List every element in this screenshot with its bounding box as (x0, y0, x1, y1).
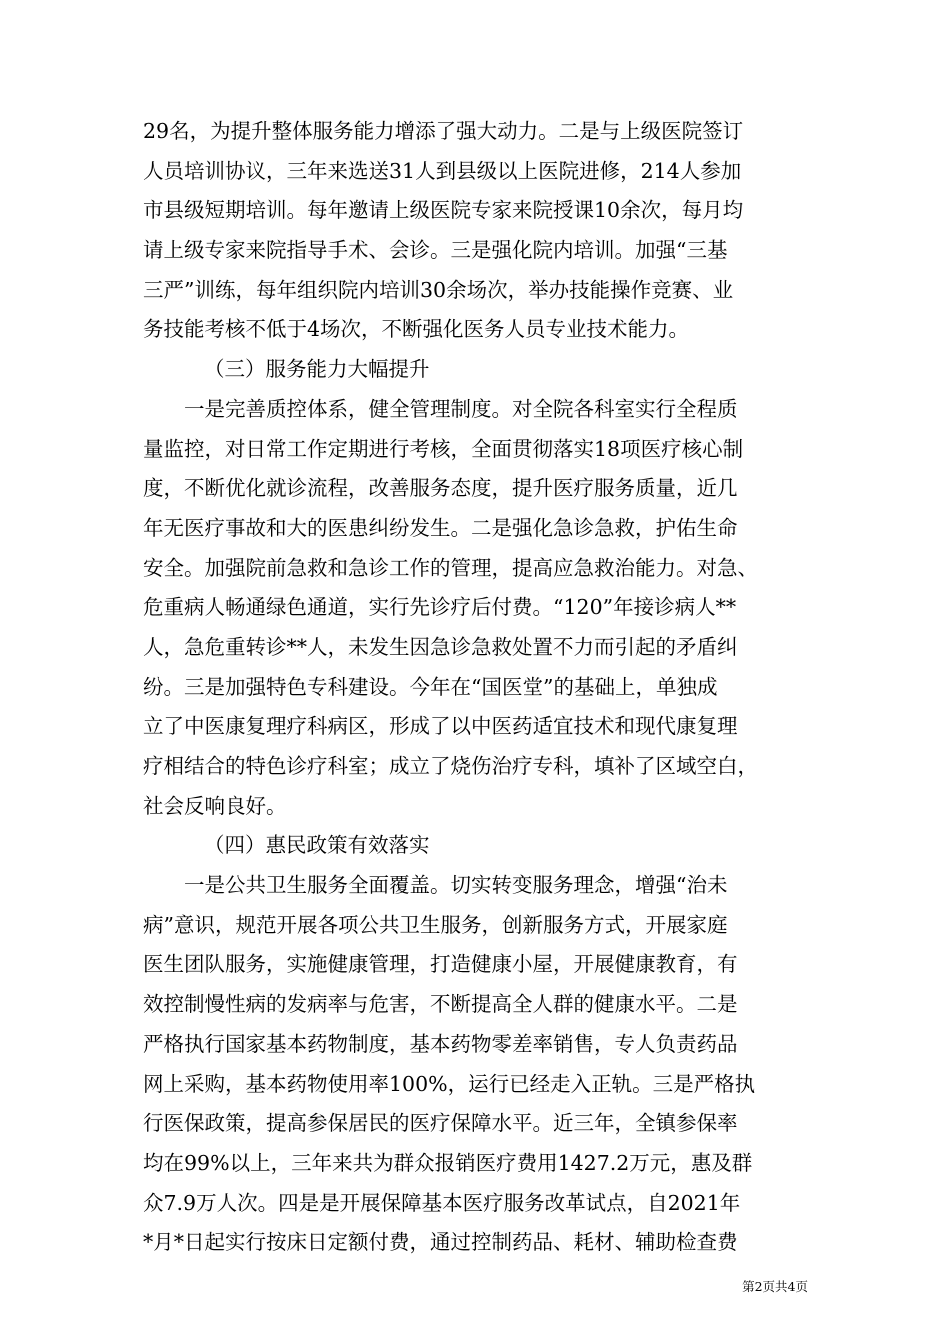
heading-line: （四）惠民政策有效落实 (204, 833, 430, 858)
text-line: 安全。加强院前急救和急诊工作的管理，提高应急救治能力。对急、 (143, 555, 758, 580)
text-line: 市县级短期培训。每年邀请上级医院专家来院授课10余次，每月均 (143, 198, 744, 223)
text-line: 社会反响良好。 (143, 793, 287, 818)
text-line: 网上采购，基本药物使用率100%，运行已经走入正轨。三是严格执 (143, 1071, 756, 1096)
text-line: 量监控，对日常工作定期进行考核，全面贯彻落实18项医疗核心制 (143, 436, 744, 461)
text-line: 一是完善质控体系，健全管理制度。对全院各科室实行全程质 (184, 396, 738, 421)
page-number-footer: 第2页共4页 (742, 1279, 808, 1294)
text-line: 三严”训练，每年组织院内培训30余场次，举办技能操作竞赛、业 (143, 277, 734, 302)
section-heading (143, 350, 807, 390)
text-line: 病”意识，规范开展各项公共卫生服务，创新服务方式，开展家庭 (143, 912, 728, 937)
text-line: 医生团队服务，实施健康管理，打造健康小屋，开展健康教育，有 (143, 952, 738, 977)
paragraph (143, 112, 807, 350)
text-line: 请上级专家来院指导手术、会诊。三是强化院内培训。加强“三基 (143, 238, 728, 263)
text-line: 疗相结合的特色诊疗科室；成立了烧伤治疗专科，填补了区域空白， (143, 754, 758, 778)
text-line: 人，急危重转诊**人，未发生因急诊急救处置不力而引起的矛盾纠 (143, 634, 738, 659)
text-line: 度，不断优化就诊流程，改善服务态度，提升医疗服务质量，近几 (143, 476, 738, 501)
text-line: 一是公共卫生服务全面覆盖。切实转变服务理念，增强“治未 (184, 873, 728, 898)
text-line: 29名，为提升整体服务能力增添了强大动力。二是与上级医院签订 (143, 119, 744, 143)
text-line: 立了中医康复理疗科病区，形成了以中医药适宜技术和现代康复理 (143, 714, 738, 739)
text-line: 人员培训协议，三年来选送31人到县级以上医院进修，214人参加 (143, 158, 742, 183)
text-line: 行医保政策，提高参保居民的医疗保障水平。近三年，全镇参保率 (143, 1111, 738, 1136)
text-line: 均在99%以上，三年来共为群众报销医疗费用1427.2万元，惠及群 (143, 1150, 753, 1175)
paragraph (143, 390, 807, 827)
text-line: 众7.9万人次。四是是开展保障基本医疗服务改革试点，自2021年 (143, 1190, 741, 1215)
heading-line: （三）服务能力大幅提升 (204, 357, 430, 382)
text-line: 效控制慢性病的发病率与危害，不断提高全人群的健康水平。二是 (143, 992, 738, 1017)
text-line: 严格执行国家基本药物制度，基本药物零差率销售，专人负责药品 (143, 1031, 738, 1056)
text-line: *月*日起实行按床日定额付费，通过控制药品、耗材、辅助检查费 (143, 1230, 738, 1255)
document-body (143, 112, 807, 1263)
section-heading (143, 826, 807, 866)
text-line: 危重病人畅通绿色通道，实行先诊疗后付费。“120”年接诊病人** (143, 595, 737, 620)
paragraph (143, 866, 807, 1263)
text-line: 纷。三是加强特色专科建设。今年在“国医堂”的基础上，单独成 (143, 674, 718, 699)
text-line: 年无医疗事故和大的医患纠纷发生。二是强化急诊急救，护佑生命 (143, 515, 738, 540)
text-line: 务技能考核不低于4场次，不断强化医务人员专业技术能力。 (143, 317, 690, 342)
